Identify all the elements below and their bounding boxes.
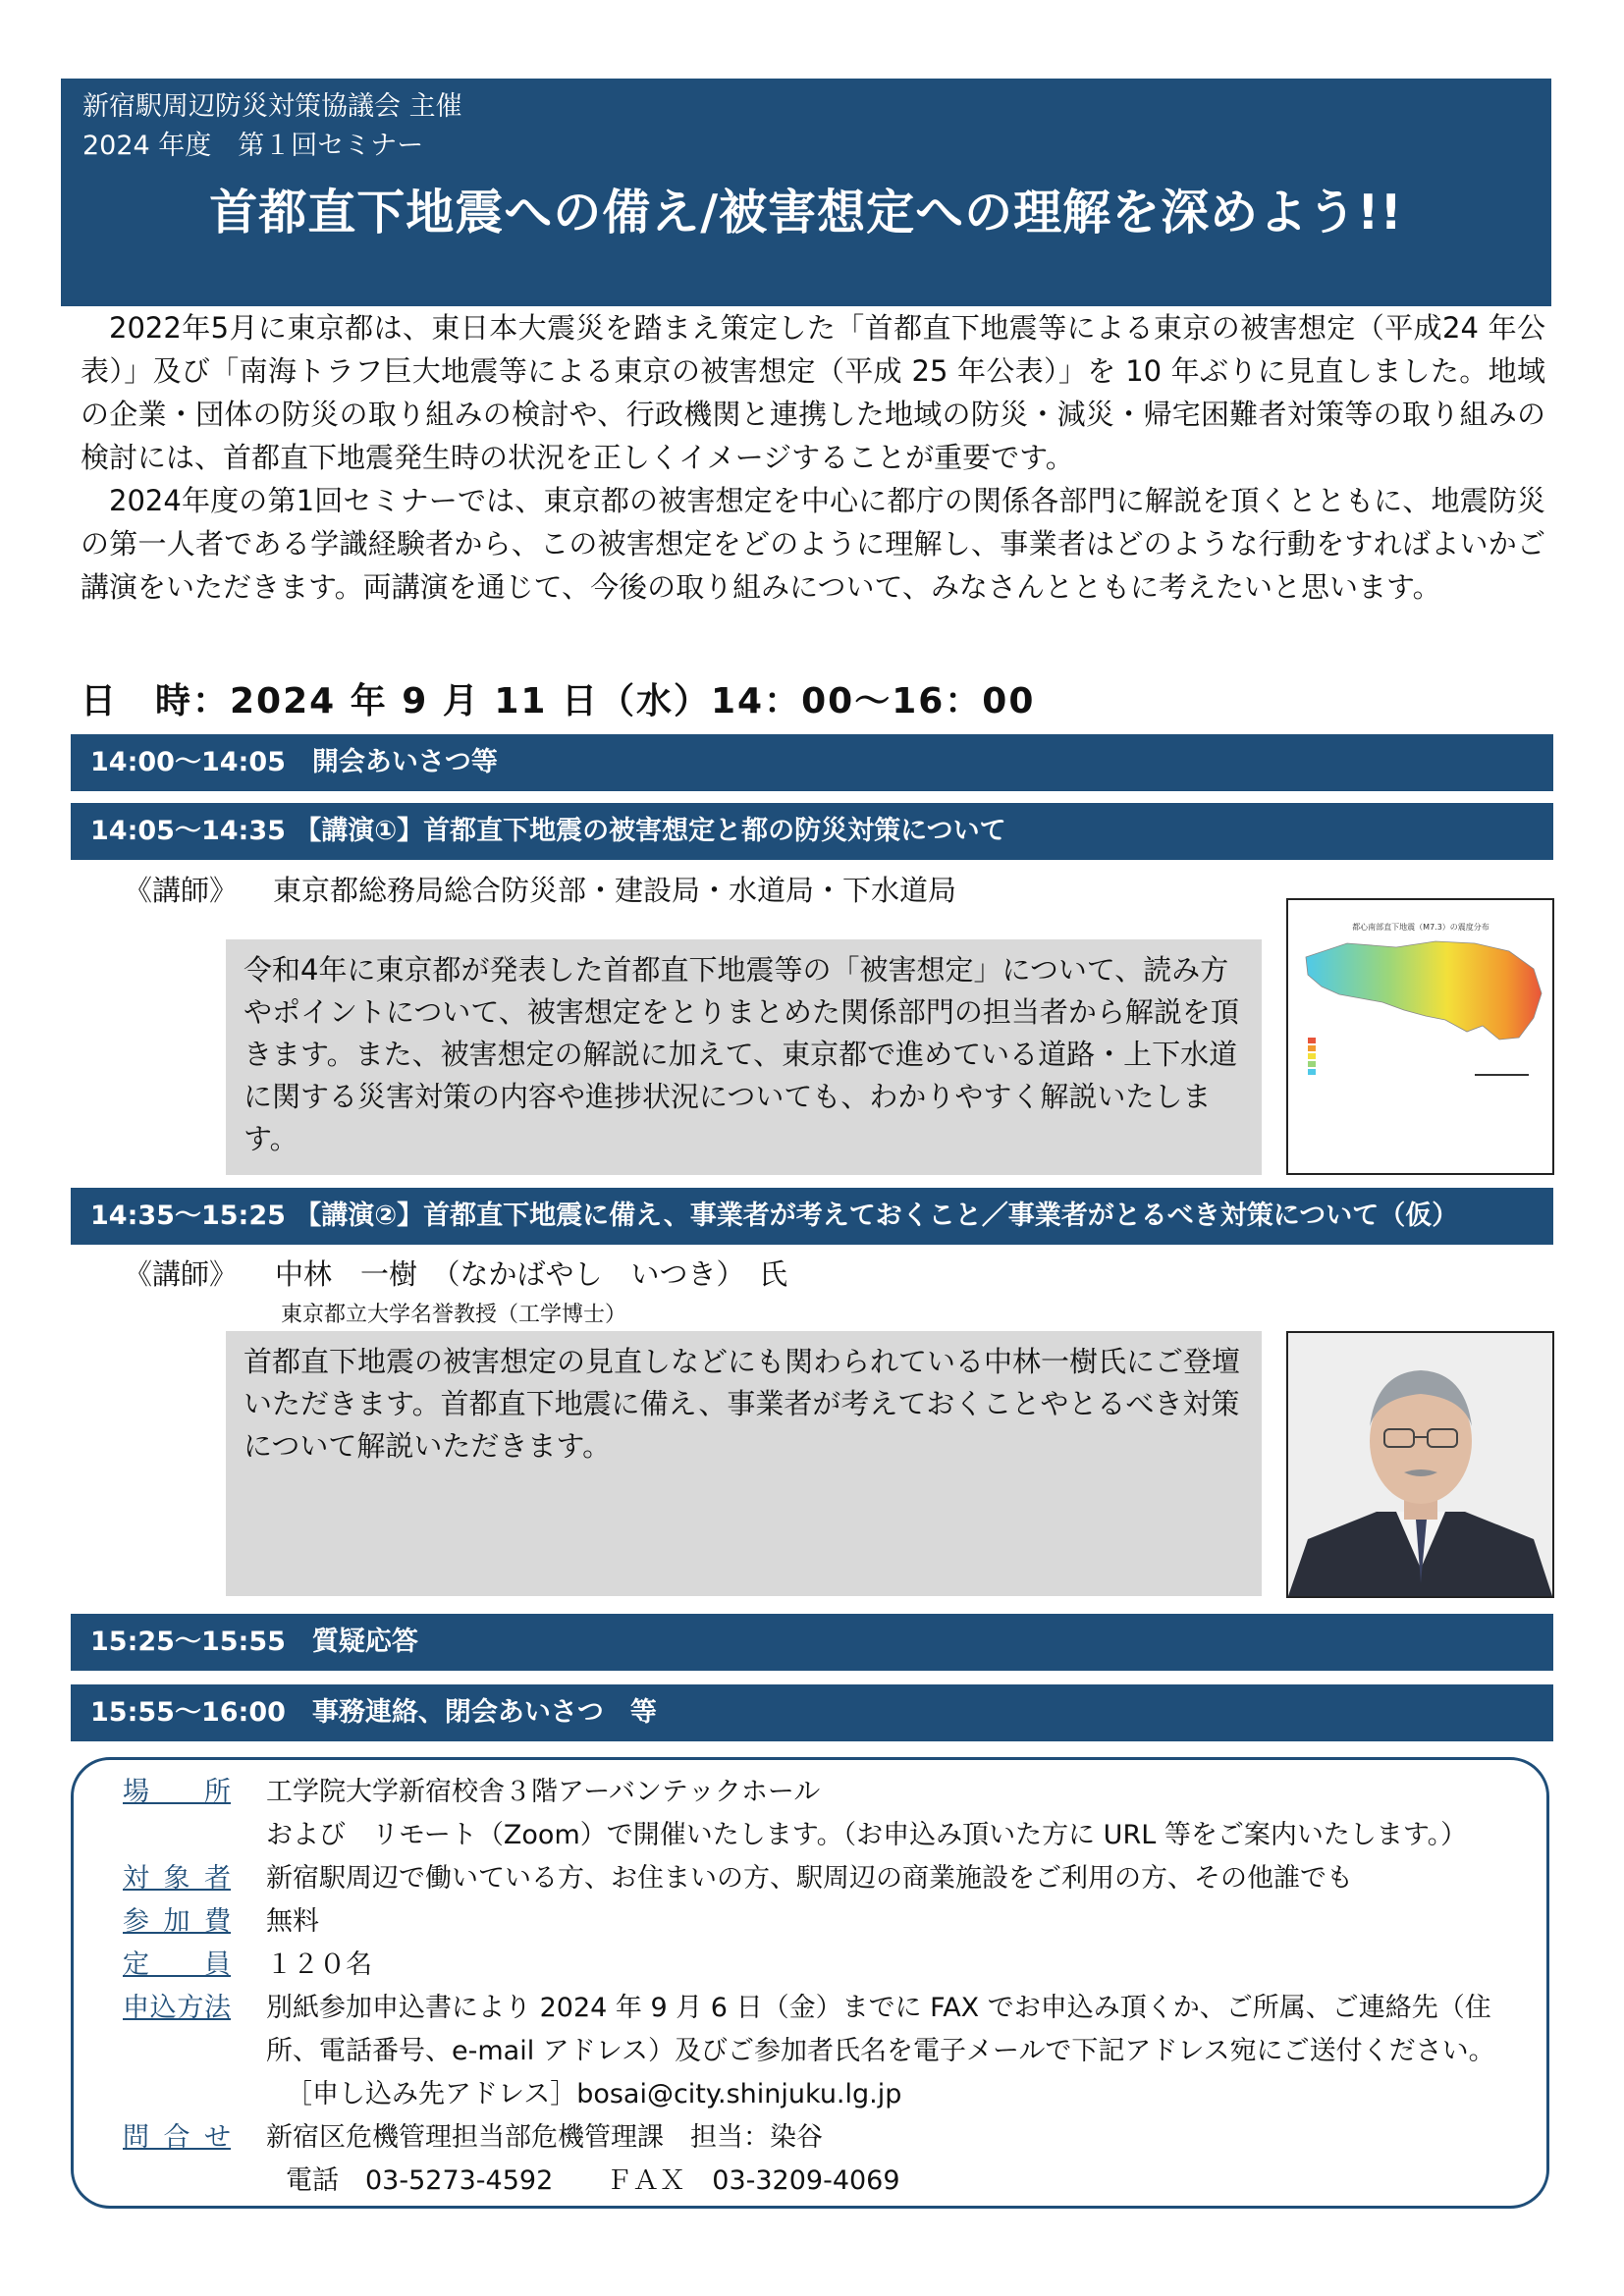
contact-phone-fax: 電話 03-5273-4592 ＦＡＸ 03-3209-4069 <box>286 2165 900 2196</box>
venue-line-2: および リモート（Zoom）で開催いたします。（お申込み頂いた方に URL 等をご案内いたします。） <box>266 1820 1468 1850</box>
lecture2-speaker-label: 《講師》 <box>124 1257 239 1291</box>
tokyo-map-image <box>1288 900 1552 1173</box>
lecture2-description: 首都直下地震の被害想定の見直しなどにも関わられている中林一樹氏にご登壇いただきます。首都直下地震に備え、事業者が考えておくことやとるべき対策について解説いただきます。 <box>226 1331 1262 1596</box>
apply-email[interactable]: ［申し込み先アドレス］bosai@city.shinjuku.lg.jp <box>286 2079 902 2109</box>
seismic-intensity-map <box>1286 898 1554 1175</box>
intro-paragraph-1: 2022年5月に東京都は、東日本大震災を踏まえ策定した「首都直下地震等による東京の被害想定（平成24 年公表）」及び「南海トラフ巨大地震等による東京の被害想定（平成 25 年公表）」を 10 年ぶりに見直しました。地域の企業・団体の防災の取り組みの検討や、行政機関と連携した地域の防災・減災・帰宅困難者対策等の取り組みの検討には、首都直下地震発生時の状況を正しくイメージすることが重要です。 <box>81 311 1545 474</box>
apply-method-label: 申込方法 <box>123 1993 231 2023</box>
event-info-box <box>71 1757 1549 2209</box>
speaker-photo <box>1286 1331 1554 1598</box>
schedule-lecture2-bar: 14:35〜15:25 【講演②】首都直下地震に備え、事業者が考えておくこと／事業者がとるべき対策について（仮） <box>71 1188 1553 1245</box>
venue-label: 場所 <box>123 1777 231 1807</box>
intro-paragraph-2: 2024年度の第1回セミナーでは、東京都の被害想定を中心に都庁の関係各部門に解説を頂くとともに、地震防災の第一人者である学識経験者から、この被害想定をどのように理解し、事業者はどのような行動をすればよいかご講演をいただきます。両講演を通じて、今後の取り組みについて、みなさんとともに考えたいと思います。 <box>81 484 1545 604</box>
target-label: 対象者 <box>123 1863 231 1894</box>
contact-label: 問合せ <box>123 2122 231 2153</box>
lecture1-speaker: 東京都総務局総合防災部・建設局・水道局・下水道局 <box>273 874 957 907</box>
map-title: 都心南部直下地震（M7.3）の震度分布 <box>1352 923 1489 932</box>
schedule-lecture1-bar: 14:05〜14:35 【講演①】首都直下地震の被害想定と都の防災対策について <box>71 803 1553 860</box>
lecture2-speaker: 中林 一樹 （なかばやし いつき） 氏 <box>275 1257 788 1291</box>
fee-text: 無料 <box>266 1906 319 1937</box>
seminar-subtitle: 2024 年度 第１回セミナー <box>82 131 424 161</box>
apply-line-2: 所、電話番号、e-mail アドレス）及びご参加者氏名を電子メールで下記アドレス宛にご送付ください。 <box>266 2036 1495 2066</box>
schedule-closing-bar: 15:55〜16:00 事務連絡、閉会あいさつ 等 <box>71 1684 1553 1741</box>
speaker-portrait-image <box>1288 1333 1552 1596</box>
capacity-label: 定員 <box>123 1949 231 1980</box>
lecture2-affiliation: 東京都立大学名誉教授（工学博士） <box>281 1303 627 1327</box>
venue-line-1: 工学院大学新宿校舎３階アーバンテックホール <box>266 1777 821 1807</box>
schedule-qa-bar: 15:25〜15:55 質疑応答 <box>71 1614 1553 1671</box>
page-title: 首都直下地震への備え/被害想定への理解を深めよう!! <box>209 185 1403 240</box>
organizer-text: 新宿駅周辺防災対策協議会 主催 <box>82 91 462 122</box>
capacity-text: １２０名 <box>266 1949 372 1980</box>
apply-line-1: 別紙参加申込書により 2024 年 9 月 6 日（金）までに FAX でお申込み頂くか、ご所属、ご連絡先（住 <box>266 1993 1491 2023</box>
target-text: 新宿駅周辺で働いている方、お住まいの方、駅周辺の商業施設をご利用の方、その他誰でも <box>266 1863 1353 1894</box>
lecture1-speaker-label: 《講師》 <box>124 874 239 907</box>
header-banner <box>61 79 1551 306</box>
contact-line-1: 新宿区危機管理担当部危機管理課 担当：染谷 <box>266 2122 823 2153</box>
lecture1-description: 令和4年に東京都が発表した首都直下地震等の「被害想定」について、読み方やポイントについて、被害想定をとりまとめた関係部門の担当者から解説を頂きます。また、被害想定の解説に加えて、東京都で進めている道路・上下水道に関する災害対策の内容や進捗状況についても、わかりやすく解説いたします。 <box>226 939 1262 1175</box>
schedule-opening-bar: 14:00〜14:05 開会あいさつ等 <box>71 734 1553 791</box>
intro-text <box>81 306 1545 609</box>
event-datetime: 日 時：2024 年 9 月 11 日（水）14：00〜16：00 <box>81 681 1036 721</box>
fee-label: 参加費 <box>123 1906 231 1937</box>
